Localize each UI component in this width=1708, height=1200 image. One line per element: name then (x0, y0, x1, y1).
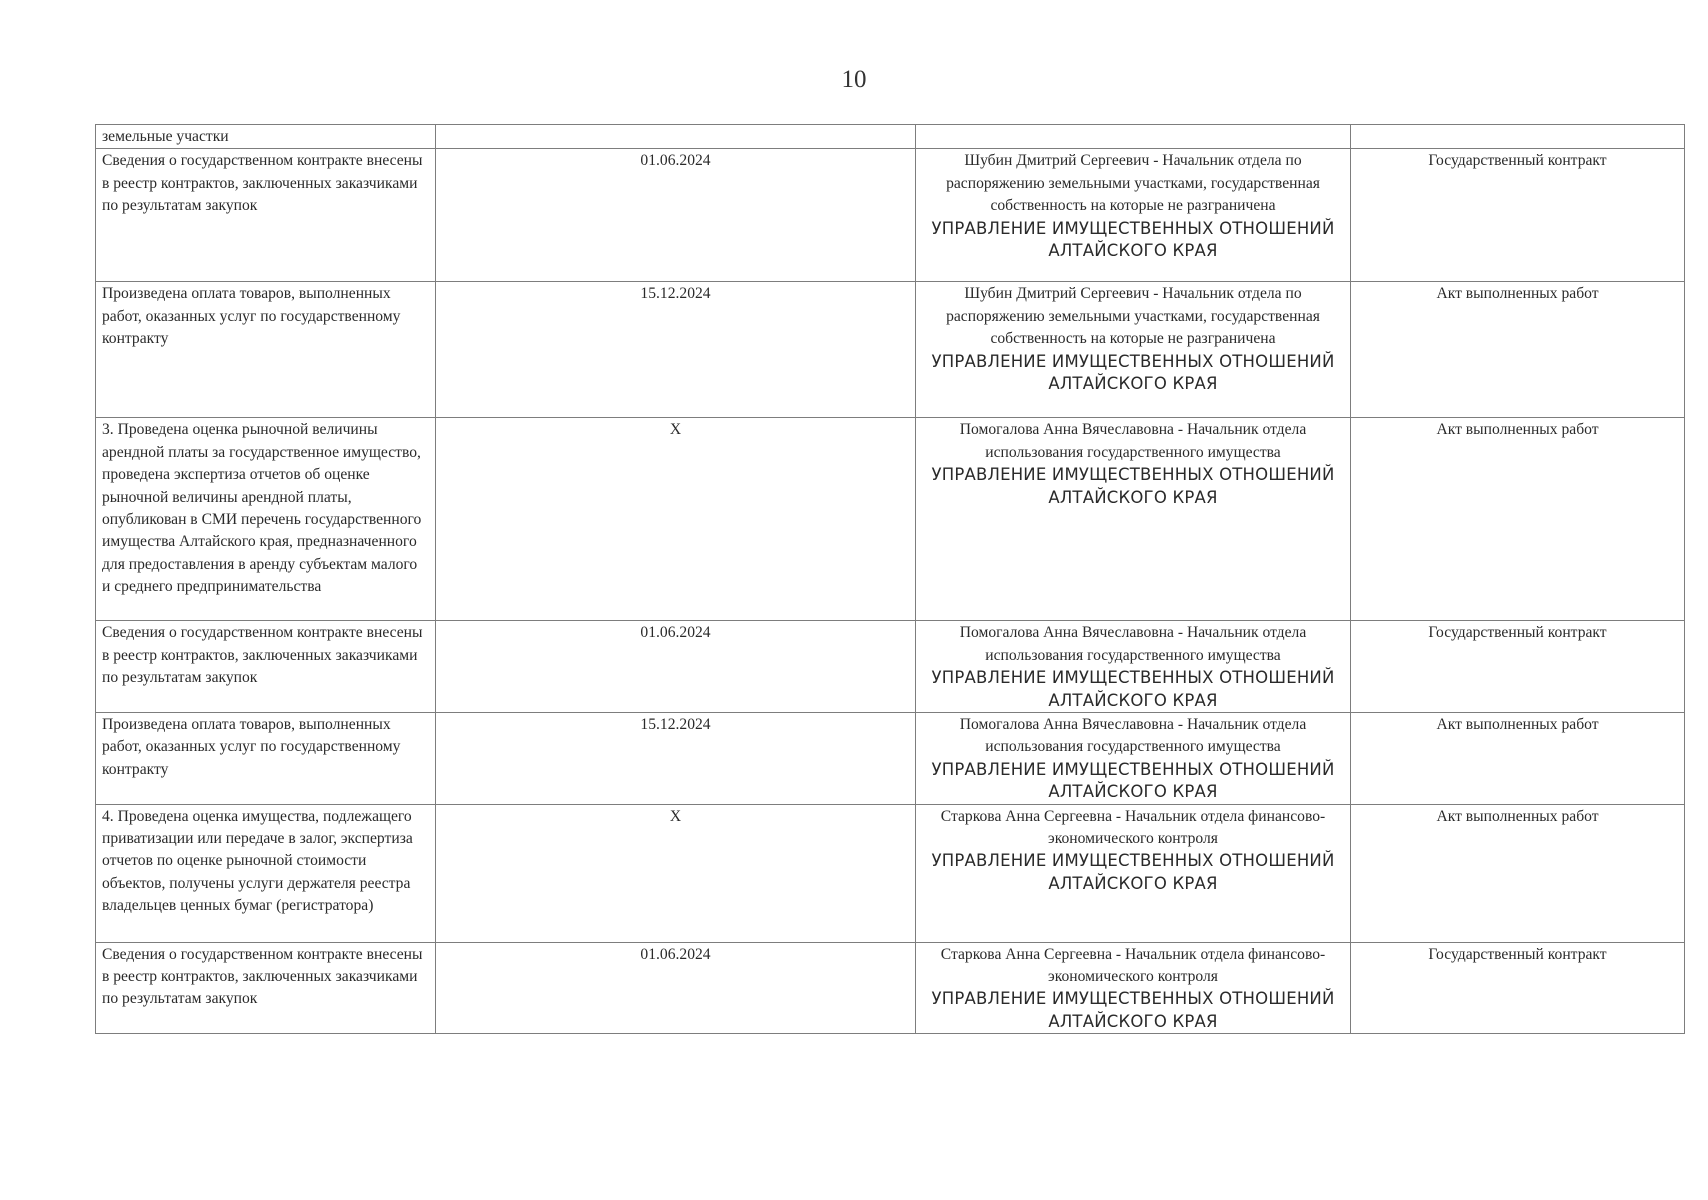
event-cell: Сведения о государственном контракте внесены в реестр контрактов, заключенных заказчиками по результатам закупок (96, 942, 436, 1034)
document-cell: Акт выполненных работ (1351, 713, 1685, 805)
table-row (96, 942, 1685, 1034)
date-cell: 01.06.2024 (436, 149, 916, 282)
event-cell: Произведена оплата товаров, выполненных работ, оказанных услуг по государственному контракту (96, 713, 436, 805)
responsible-org: УПРАВЛЕНИЕ ИМУЩЕСТВЕННЫХ ОТНОШЕНИЙ АЛТАЙСКОГО КРАЯ (931, 759, 1335, 802)
document-cell (1351, 125, 1685, 149)
document-cell: Государственный контракт (1351, 942, 1685, 1034)
responsible-person: Старкова Анна Сергеевна - Начальник отдела финансово-экономического контроля (940, 807, 1326, 848)
table-row (96, 713, 1685, 805)
event-cell: 4. Проведена оценка имущества, подлежащего приватизации или передаче в залог, экспертиза отчетов по оценке рыночной стоимости объектов, получены услуги держателя реестра владельцев ценных бумаг (регистратора) (96, 804, 436, 942)
responsible-org: УПРАВЛЕНИЕ ИМУЩЕСТВЕННЫХ ОТНОШЕНИЙ АЛТАЙСКОГО КРАЯ (931, 989, 1335, 1031)
events-table (95, 124, 1685, 1034)
document-cell: Акт выполненных работ (1351, 282, 1685, 418)
responsible-person: Старкова Анна Сергеевна - Начальник отдела финансово-экономического контроля (940, 945, 1326, 986)
responsible-cell (916, 942, 1351, 1034)
event-cell: Сведения о государственном контракте внесены в реестр контрактов, заключенных заказчиками по результатам закупок (96, 149, 436, 282)
responsible-person: Помогалова Анна Вячеславовна - Начальник отдела использования государственного имущества (959, 624, 1307, 664)
date-cell: 15.12.2024 (436, 282, 916, 418)
responsible-cell (916, 125, 1351, 149)
responsible-cell (916, 149, 1351, 282)
responsible-person: Помогалова Анна Вячеславовна - Начальник отдела использования государственного имущества (959, 421, 1307, 461)
responsible-cell (916, 418, 1351, 621)
date-cell (436, 125, 916, 149)
responsible-cell (916, 713, 1351, 805)
document-cell: Акт выполненных работ (1351, 418, 1685, 621)
event-cell: земельные участки (96, 125, 436, 149)
table-row (96, 418, 1685, 621)
responsible-org: УПРАВЛЕНИЕ ИМУЩЕСТВЕННЫХ ОТНОШЕНИЙ АЛТАЙСКОГО КРАЯ (931, 465, 1335, 507)
responsible-cell (916, 621, 1351, 713)
responsible-org: УПРАВЛЕНИЕ ИМУЩЕСТВЕННЫХ ОТНОШЕНИЙ АЛТАЙСКОГО КРАЯ (931, 218, 1335, 261)
table-row (96, 125, 1685, 149)
event-cell: 3. Проведена оценка рыночной величины арендной платы за государственное имущество, проведена экспертиза отчетов об оценке рыночной величины арендной платы, опубликован в СМИ перечень государственного имущества Алтайского края, предназначенного для предоставления в аренду субъектам малого и среднего предпринимательства (96, 418, 436, 621)
table-row (96, 282, 1685, 418)
table-row (96, 149, 1685, 282)
date-cell: Х (436, 418, 916, 621)
responsible-cell (916, 804, 1351, 942)
responsible-person: Помогалова Анна Вячеславовна - Начальник отдела использования государственного имущества (959, 716, 1307, 756)
responsible-cell (916, 282, 1351, 418)
document-cell: Государственный контракт (1351, 621, 1685, 713)
table-row (96, 804, 1685, 942)
responsible-person: Шубин Дмитрий Сергеевич - Начальник отдела по распоряжению земельными участками, государственная собственность на которые не разграничена (946, 152, 1320, 215)
date-cell: Х (436, 804, 916, 942)
event-cell: Произведена оплата товаров, выполненных работ, оказанных услуг по государственному контракту (96, 282, 436, 418)
date-cell: 15.12.2024 (436, 713, 916, 805)
responsible-person: Шубин Дмитрий Сергеевич - Начальник отдела по распоряжению земельными участками, государственная собственность на которые не разграничена (946, 285, 1320, 348)
table-row (96, 621, 1685, 713)
responsible-org: УПРАВЛЕНИЕ ИМУЩЕСТВЕННЫХ ОТНОШЕНИЙ АЛТАЙСКОГО КРАЯ (931, 668, 1335, 710)
page-number: 10 (841, 66, 867, 93)
responsible-org: УПРАВЛЕНИЕ ИМУЩЕСТВЕННЫХ ОТНОШЕНИЙ АЛТАЙСКОГО КРАЯ (931, 851, 1335, 893)
date-cell: 01.06.2024 (436, 942, 916, 1034)
document-cell: Акт выполненных работ (1351, 804, 1685, 942)
date-cell: 01.06.2024 (436, 621, 916, 713)
document-cell: Государственный контракт (1351, 149, 1685, 282)
event-cell: Сведения о государственном контракте внесены в реестр контрактов, заключенных заказчиками по результатам закупок (96, 621, 436, 713)
responsible-org: УПРАВЛЕНИЕ ИМУЩЕСТВЕННЫХ ОТНОШЕНИЙ АЛТАЙСКОГО КРАЯ (931, 351, 1335, 394)
